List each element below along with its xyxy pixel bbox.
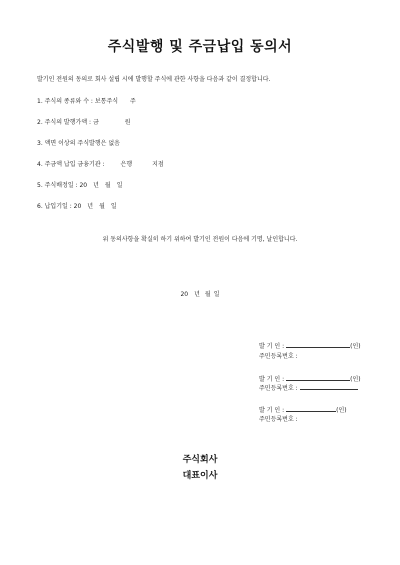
item-allotment-date: [37, 180, 122, 189]
company-name: 주식회사: [182, 455, 218, 465]
representative-title: 대표이사: [182, 471, 218, 481]
item-share-type-label: 1. 주식의 종류와 수 : 보통주식: [37, 98, 119, 105]
signatory-1-name-line: [259, 341, 361, 350]
item-branch-unit: 지점: [152, 161, 164, 168]
item-issue-price-label: 2. 주식의 발행가액 : 금: [37, 119, 99, 126]
item-share-type: [37, 96, 136, 105]
item-payment-date-label: 6. 납입기일 : 20: [37, 203, 82, 210]
item-allotment-year: 년: [93, 182, 99, 189]
signatory-3-name-underline: [286, 405, 336, 412]
signatory-1-name-underline: [286, 341, 350, 348]
date-line: [0, 289, 400, 298]
document-title: 주식발행 및 주금납입 동의서: [107, 39, 293, 55]
item-bank-label: 4. 주금액 납입 금융기관 :: [37, 161, 105, 168]
item-allotment-day: 일: [116, 182, 123, 189]
intro-text: 발기인 전원의 동의로 회사 설립 시에 발행할 주식에 관한 사항을 다음과 같이 결정합니다.: [37, 76, 271, 83]
item-share-type-unit: 주: [130, 98, 136, 105]
signatory-2-id-underline: [300, 383, 358, 390]
signatory-2-id-line: [259, 383, 358, 392]
item-bank: [37, 159, 164, 168]
signatory-3-id-line: [259, 414, 298, 423]
item-allotment-date-label: 5. 주식배정일 : 20: [37, 182, 88, 189]
signatory-3-id-label: 주민등록번호 :: [259, 416, 298, 423]
item-payment-date: [37, 201, 117, 210]
item-allotment-month: 월: [104, 182, 111, 189]
signatory-1-label: 발 기 인 :: [259, 343, 285, 350]
item-issue-price-unit: 원: [124, 119, 131, 126]
signatory-2-seal: (인): [350, 376, 361, 383]
confirm-text: 위 동의사항을 확실히 하기 위하여 발기인 전원이 다음에 기명, 날인합니다.: [102, 236, 298, 243]
signatory-2-id-label: 주민등록번호 :: [259, 385, 298, 392]
signatory-3-label: 발 기 인 :: [259, 407, 285, 414]
item-issue-price: [37, 117, 131, 126]
item-payment-year: 년: [87, 203, 94, 210]
date-day: 일: [213, 291, 220, 298]
date-century: 20: [180, 291, 189, 298]
signatory-3-seal: (인): [336, 407, 347, 414]
signatory-3-name-line: [259, 405, 347, 414]
item-par-value: [37, 138, 120, 147]
item-payment-day: 일: [110, 203, 117, 210]
signatory-2-label: 발 기 인 :: [259, 376, 285, 383]
date-year: 년: [194, 291, 200, 298]
signatory-1-id-line: [259, 351, 298, 360]
signatory-2-name-line: [259, 374, 361, 383]
signatory-1-seal: (인): [350, 343, 361, 350]
date-month: 월: [204, 291, 211, 298]
item-par-value-label: 3. 액면 이상의 주식발행은 없음: [37, 140, 120, 147]
item-bank-unit: 은행: [120, 161, 133, 168]
signatory-2-name-underline: [286, 374, 350, 381]
item-payment-month: 월: [99, 203, 105, 210]
signatory-1-id-label: 주민등록번호 :: [259, 353, 298, 360]
